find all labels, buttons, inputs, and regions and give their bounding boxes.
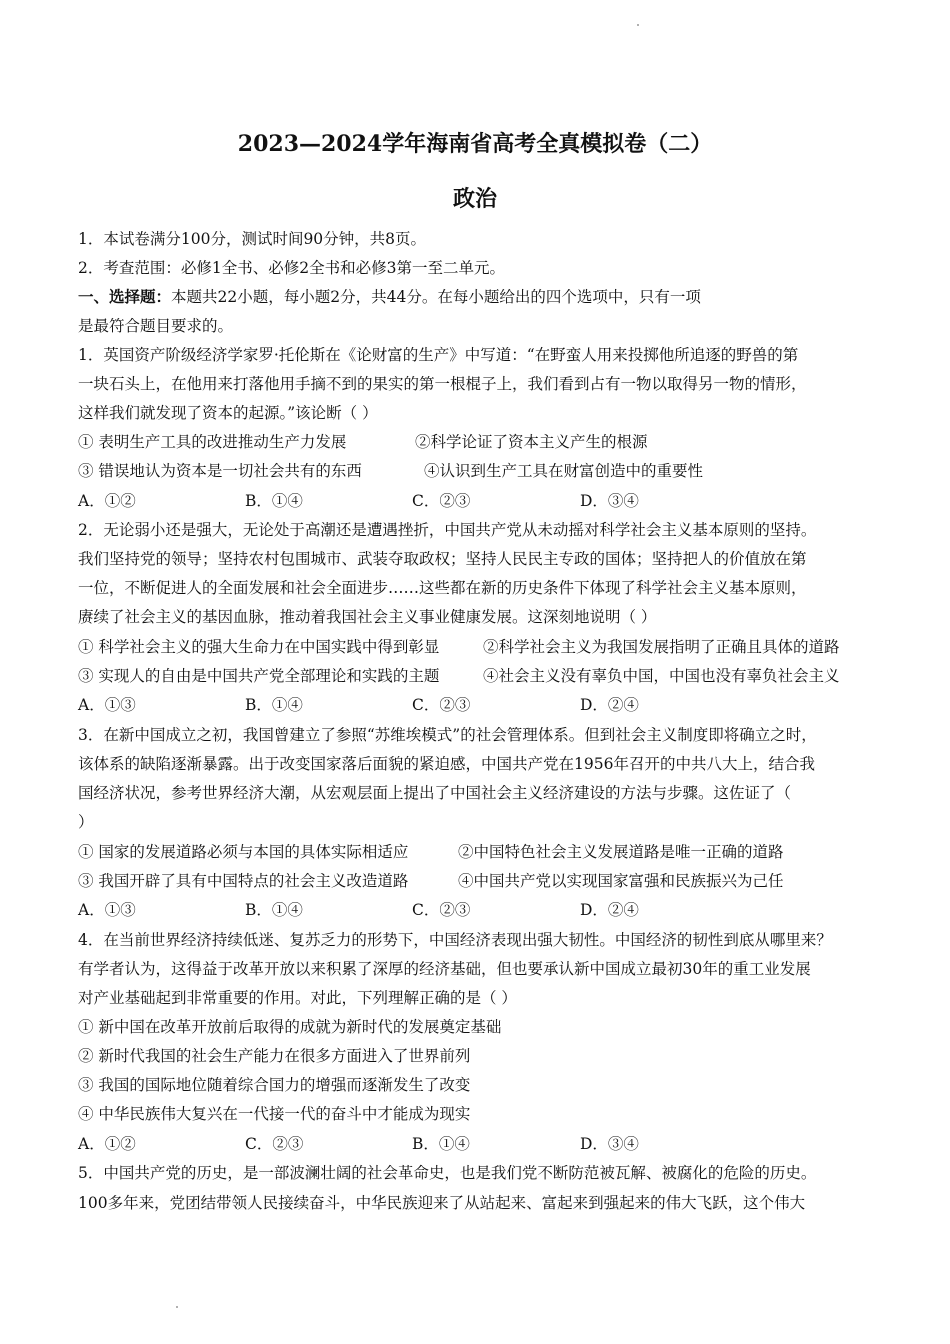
- scan-mark-bottom: [176, 1306, 178, 1308]
- q3-choice-c: C．②③: [412, 901, 471, 919]
- q1-stem-2: 一块石头上，在他用来打落他用手摘不到的果实的第一根棍子上，我们看到占有一物以取得另一物的情形，: [78, 375, 807, 393]
- q4-choice-c: C．②③: [245, 1135, 304, 1153]
- q5-stem-2: 100多年来，党团结带领人民接续奋斗，中华民族迎来了从站起来、富起来到强起来的伟大飞跃，这个伟大: [78, 1194, 806, 1212]
- q3-stem-1: 3．在新中国成立之初，我国曾建立了参照“苏维埃模式”的社会管理体系。但到社会主义制度即将确立之时，: [78, 726, 817, 744]
- q2-stem-4: 赓续了社会主义的基因血脉，推动着我国社会主义事业健康发展。这深刻地说明（ ）: [78, 608, 657, 626]
- q2-stem-3: 一位，不断促进人的全面发展和社会全面进步……这些都在新的历史条件下体现了科学社会主义基本原则，: [78, 579, 807, 597]
- q4-choice-a: A．①②: [78, 1135, 136, 1153]
- q4-choice-b: B．①④: [412, 1135, 470, 1153]
- q2-choice-d: D．②④: [580, 696, 639, 714]
- q1-choice-b: B．①④: [245, 492, 303, 510]
- q3-stem-3: 国经济状况，参考世界经济大潮，从宏观层面上提出了中国社会主义经济建设的方法与步骤。这佐证了（: [78, 784, 792, 802]
- q2-choice-a: A．①③: [78, 696, 136, 714]
- q3-choice-d: D．②④: [580, 901, 639, 919]
- q4-statement-1: ① 新中国在改革开放前后取得的成就为新时代的发展奠定基础: [78, 1018, 502, 1036]
- q2-statement-2: ②科学社会主义为我国发展指明了正确且具体的道路: [483, 638, 840, 656]
- q4-stem-2: 有学者认为，这得益于改革开放以来积累了深厚的经济基础，但也要承认新中国成立最初30年的重工业发展: [78, 960, 811, 978]
- q3-statement-3: ③ 我国开辟了具有中国特点的社会主义改造道路: [78, 872, 409, 890]
- section-heading: 一、选择题：: [78, 287, 172, 306]
- q4-stem-3: 对产业基础起到非常重要的作用。对此，下列理解正确的是（ ）: [78, 989, 517, 1007]
- note-1: 1．本试卷满分100分，测试时间90分钟，共8页。: [78, 230, 427, 248]
- q1-statement-2: ②科学论证了资本主义产生的根源: [415, 433, 648, 451]
- section-heading-line: [78, 287, 701, 307]
- q2-stem-2: 我们坚持党的领导；坚持农村包围城市、武装夺取政权；坚持人民民主专政的国体；坚持把人的价值放在第: [78, 550, 807, 568]
- q5-stem-1: 5．中国共产党的历史，是一部波澜壮阔的社会革命史，也是我们党不断防范被瓦解、被腐化的危险的历史。: [78, 1164, 817, 1182]
- note-2: 2．考查范围：必修1全书、必修2全书和必修3第一至二单元。: [78, 259, 505, 277]
- q2-choice-c: C．②③: [412, 696, 471, 714]
- q4-statement-3: ③ 我国的国际地位随着综合国力的增强而逐渐发生了改变: [78, 1076, 471, 1094]
- q3-choice-a: A．①③: [78, 901, 136, 919]
- q3-statement-4: ④中国共产党以实现国家富强和民族振兴为己任: [458, 872, 784, 890]
- q1-stem-3: 这样我们就发现了资本的起源。”该论断（ ）: [78, 404, 378, 422]
- q2-stem-1: 2．无论弱小还是强大，无论处于高潮还是遭遇挫折，中国共产党从未动摇对科学社会主义基本原则的坚持。: [78, 521, 817, 539]
- q1-statement-4: ④认识到生产工具在财富创造中的重要性: [424, 462, 704, 480]
- q1-choice-d: D．③④: [580, 492, 639, 510]
- q2-statement-1: ① 科学社会主义的强大生命力在中国实践中得到彰显: [78, 638, 440, 656]
- q3-stem-4: ）: [78, 813, 94, 831]
- q1-choice-a: A．①②: [78, 492, 136, 510]
- q4-statement-2: ② 新时代我国的社会生产能力在很多方面进入了世界前列: [78, 1047, 471, 1065]
- q1-stem-1: 1．英国资产阶级经济学家罗·托伦斯在《论财富的生产》中写道：“在野蛮人用来投掷他所追逐的野兽的第: [78, 346, 799, 364]
- q4-stem-1: 4．在当前世界经济持续低迷、复苏乏力的形势下，中国经济表现出强大韧性。中国经济的韧性到底从哪里来？: [78, 931, 832, 949]
- exam-title: 2023—2024学年海南省高考全真模拟卷（二）: [237, 131, 713, 157]
- q3-stem-2: 该体系的缺陷逐渐暴露。出于改变国家落后面貌的紧迫感，中国共产党在1956年召开的中共八大上，结合我: [78, 755, 815, 773]
- scan-mark-top: [637, 24, 639, 26]
- q1-choice-c: C．②③: [412, 492, 471, 510]
- q2-choice-b: B．①④: [245, 696, 303, 714]
- q4-choice-d: D．③④: [580, 1135, 639, 1153]
- q3-statement-2: ②中国特色社会主义发展道路是唯一正确的道路: [458, 843, 784, 861]
- q3-choice-b: B．①④: [245, 901, 303, 919]
- section-text-1: 本题共22小题，每小题2分，共44分。在每小题给出的四个选项中，只有一项: [171, 288, 701, 306]
- subject-title: 政治: [452, 186, 497, 212]
- q3-statement-1: ① 国家的发展道路必须与本国的具体实际相适应: [78, 843, 409, 861]
- section-text-2: 是最符合题目要求的。: [78, 317, 234, 335]
- q2-statement-3: ③ 实现人的自由是中国共产党全部理论和实践的主题: [78, 667, 440, 685]
- q2-statement-4: ④社会主义没有辜负中国，中国也没有辜负社会主义: [483, 667, 840, 685]
- q1-statement-3: ③ 错误地认为资本是一切社会共有的东西: [78, 462, 362, 480]
- q1-statement-1: ① 表明生产工具的改进推动生产力发展: [78, 433, 347, 451]
- q4-statement-4: ④ 中华民族伟大复兴在一代接一代的奋斗中才能成为现实: [78, 1105, 471, 1123]
